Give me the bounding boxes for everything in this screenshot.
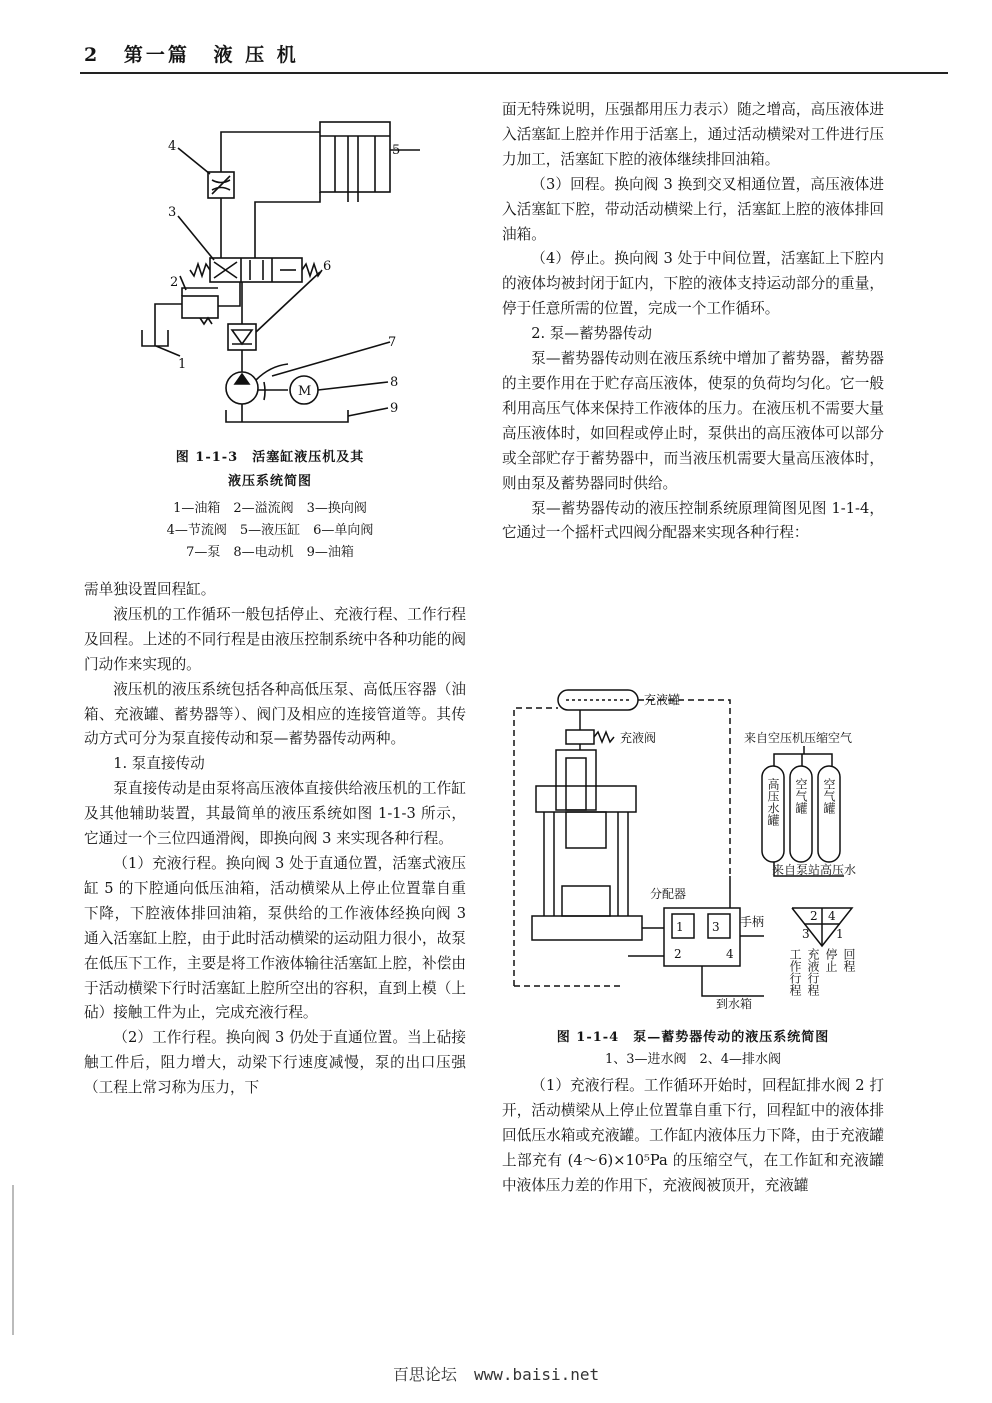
dist-num-2: 2 [674,947,682,961]
left-paragraph-6: （2）工作行程。换向阀 3 仍处于直通位置。当上砧接触工件后，阻力增大，动梁下行速度减慢，泵的出口压强（工程上常习称为压力，下 [84,1029,466,1097]
oil-tank-9 [226,410,348,422]
right-paragraph-2: （3）回程。换向阀 3 换到交叉相通位置，高压液体进入活塞缸下腔，带动活动横梁上行，活塞缸上腔的液体排回油箱。 [502,175,884,243]
label-air-tank-2: 空气罐 [822,778,836,814]
fig113-label-7: 7 [388,335,397,350]
dist-num-4: 4 [726,947,734,961]
fig113-label-4: 4 [168,139,177,154]
right-paragraph-6: （1）充液行程。工作循环开始时，回程缸排水阀 2 打开，活动横梁从上停止位置靠自重下行，回程缸中的液体排回低压水箱或充液罐。工作缸内液体压力下降，由于充液罐上部充有 (4～6)×10⁵Pa 的压缩空气，在工作缸和充液罐中液体压力差的作用下，充液阀被顶开，充液罐 [502,1077,884,1194]
relief-valve-2 [182,296,218,318]
figure-1-1-4-diagram [504,686,884,1016]
fig113-label-5: 5 [392,143,401,158]
right-column-bottom [502,1074,884,1199]
footer [0,1362,992,1385]
press-base [532,916,642,940]
footer-site-name: 百思论坛 [392,1365,457,1384]
label-compressed-air: 来自空压机压缩空气 [744,731,853,745]
left-paragraph-4: 泵直接传动是由泵将高压液体直接供给液压机的工作缸及其他辅助装置，其最简单的液压系统如图 1-1-3 所示，它通过一个三位四通滑阀，即换向阀 3 来实现各种行程。 [84,780,466,848]
fig113-caption-title: 图 1-1-3 活塞缸液压机及其 [175,450,365,465]
label-to-water-tank: 到水箱 [716,997,753,1011]
dist-num-1: 1 [676,920,684,934]
cylinder-5 [320,122,390,192]
stroke-num-2: 2 [810,909,818,923]
fig113-label-3: 3 [168,205,177,220]
left-section-heading-1: 1. 泵直接传动 [113,755,205,773]
right-paragraph-5: 泵—蓄势器传动的液压控制系统原理简图见图 1-1-4，它通过一个摇杆式四阀分配器来实现各种行程： [502,499,884,542]
label-fill-valve: 充液阀 [620,731,657,745]
fig113-legend-line-3: 7—泵 8—电动机 9—油箱 [186,545,354,560]
right-section-heading-2: 2. 泵—蓄势器传动 [531,325,652,343]
right-paragraph-4: 泵—蓄势器传动则在液压系统中增加了蓄势器，蓄势器的主要作用在于贮存高压液体，使泵的负荷均匀化。它一般利用高压气体来保持工作液体的压力。在液压机不需要大量高压液体时，如回程或停止时，泵供出的高压液体可以部分或全部贮存于蓄势器中，而当液压机需要大量高压液体时，则由泵及蓄势器同时供给。 [502,350,884,492]
stroke-num-1: 1 [836,927,844,941]
label-stroke-fill: 充液行程 [806,948,820,996]
fig114-legend: 1、3—进水阀 2、4—排水阀 [604,1052,782,1067]
fig113-label-6: 6 [323,259,332,274]
fig113-label-8: 8 [390,375,399,390]
figure-1-1-3-diagram [120,110,420,430]
label-pump-water: 来自泵站高压水 [772,863,857,877]
fig113-legend-line-1: 1—油箱 2—溢流阀 3—换向阀 [173,501,367,516]
part-label: 第一篇 [123,44,190,66]
left-paragraph-1: 需单独设置回程缸。 [84,581,216,598]
fig113-label-9: 9 [390,401,399,416]
right-column-top [502,98,884,546]
page-header [84,40,944,70]
fill-valve [566,730,594,744]
label-distributor: 分配器 [650,887,687,901]
label-fill-tank: 充液罐 [644,693,681,707]
label-air-tank-1: 空气罐 [794,778,808,814]
right-paragraph-1: 面无特殊说明，压强都用压力表示）随之增高，高压液体进入活塞缸上腔并作用于活塞上，通过活动横梁对工件进行压力加工，活塞缸下腔的液体继续排回油箱。 [502,101,884,168]
check-valve-6 [228,324,256,350]
label-handle: 手柄 [740,915,765,929]
right-paragraph-3: （4）停止。换向阀 3 处于中间位置，活塞缸上下腔内的液体均被封闭于缸内，下腔的液体支持运动部分的重量，停于任意所需的位置，完成一个工作循环。 [502,250,884,318]
dist-num-3: 3 [712,920,720,934]
scan-margin-mark [12,1185,14,1335]
fig114-caption-title: 图 1-1-4 泵—蓄势器传动的液压系统简图 [556,1030,830,1045]
left-paragraph-2: 液压机的工作循环一般包括停止、充液行程、工作行程及回程。上述的不同行程是由液压控制系统中各种功能的阀门动作来实现的。 [84,605,466,673]
fig113-label-2: 2 [170,275,179,290]
left-paragraph-3: 液压机的液压系统包括各种高低压泵、高低压容器（油箱、充液罐、蓄势器等）、阀门及相应的连接管道等。其传动方式可分为泵直接传动和泵—蓄势器传动两种。 [84,680,466,748]
label-stroke-return: 回程 [842,948,856,972]
footer-url[interactable]: www.baisi.net [473,1365,600,1384]
left-paragraph-5: （1）充液行程。换向阀 3 处于直通位置，活塞式液压缸 5 的下腔通向低压油箱，活动横梁从上停止位置靠自重下降，下腔液体排回油箱，泵供给的工作液体经换向阀 3 通入活塞缸上腔，由于此时活动横梁的运动阻力很小，故泵在低压下工作，主要是将工作液体输往活塞缸上腔，补偿由于活动横梁下行时活塞缸上腔所空出的容积，直到上模（上砧）接触工件为止，完成充液行程。 [84,854,466,1022]
header-rule [80,72,948,74]
stroke-num-3: 3 [802,927,810,941]
fig113-label-1: 1 [178,357,187,372]
chapter-title: 液 压 机 [213,44,299,66]
figure-1-1-3-caption [120,448,420,564]
motor-m-label: M [298,384,312,399]
fig113-legend-line-2: 4—节流阀 5—液压缸 6—单向阀 [166,523,374,538]
page-number: 2 [84,44,101,66]
label-hw-tank: 高压水罐 [766,778,780,826]
figure-1-1-4-caption [502,1028,884,1070]
left-column [84,578,466,1101]
label-stroke-work: 工作行程 [788,948,802,996]
label-stroke-stop: 停止 [824,948,838,972]
fig113-caption-title2: 液压系统简图 [227,474,312,489]
stroke-num-4: 4 [828,909,836,923]
